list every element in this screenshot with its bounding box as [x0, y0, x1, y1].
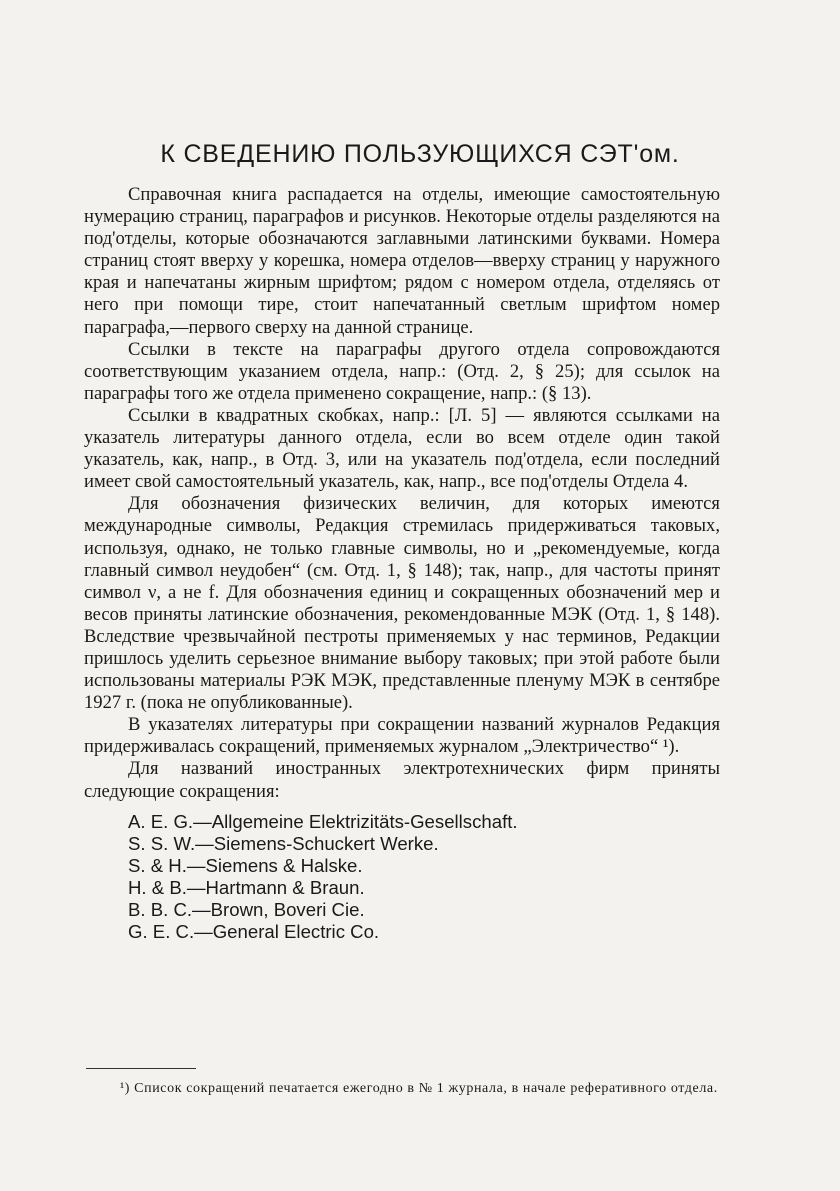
- list-item: B. B. C.—Brown, Boveri Cie.: [128, 899, 365, 920]
- list-item: S. S. W.—Siemens-Schuckert Werke.: [128, 832, 439, 854]
- paragraph-intro: Справочная книга распадается на отделы, имеющие самостоятельную нумерацию страниц, параграфов и рисунков. Некоторые отделы разделяются на под'отделы, которые обозначаются заглавными латинскими буквами. Номера страниц стоят вверху у корешка, номера отделов—вверху страниц у наружного края и напечатаны жирным шрифтом; рядом с номером отдела, отделяясь от него при помощи тире, стоит напечатанный светлым шрифтом номер параграфа,—первого сверху на данной странице.: [84, 184, 720, 338]
- paragraph-firms-intro: Для названий иностранных электротехнических фирм приняты следующие сокращения:: [84, 758, 720, 802]
- list-item: A. E. G.—Allgemeine Elektrizitäts-Gesellschaft.: [128, 810, 518, 832]
- list-item: S. & H.—Siemens & Halske.: [128, 854, 363, 876]
- footnote-divider: [86, 1068, 196, 1069]
- footnote: ¹) Список сокращений печатается ежегодно в № 1 журнала, в начале реферативного отдела.: [120, 1081, 718, 1096]
- paragraph-literature-refs: Ссылки в квадратных скобках, напр.: [Л. 5] — являются ссылками на указатель литературы данного отдела, если во всем отделе один такой указатель, как, напр., в Отд. 3, или на указатель под'отдела, если последний имеет свой самостоятельный указатель, как, напр., все под'отделы Отдела 4.: [84, 404, 720, 493]
- paragraph-symbols: Для обозначения физических величин, для которых имеются международные символы, Редакция стремилась придерживаться таковых, используя, однако, не только главные символы, но и „рекомендуемые, когда главный символ неудобен“ (см. Отд. 1, § 148); так, напр., для частоты принят символ ν, а не f. Для обозначения единиц и сокращенных обозначений мер и весов приняты латинские обозначения, рекомендованные МЭК (Отд. 1, § 148). Вследствие чрезвычайной пестроты применяемых у нас терминов, Редакции пришлось уделить серьезное внимание выбору таковых; при этой работе были использованы материалы РЭК МЭК, представленные пленуму МЭК в сентябре 1927 г. (пока не опубликованные).: [84, 493, 720, 714]
- paragraph-section-refs: Ссылки в тексте на параграфы другого отдела сопровождаются соответствующим указанием отдела, напр.: (Отд. 2, § 25); для ссылок на параграфы того же отдела применено сокращение, напр.: (§ 13).: [84, 338, 720, 404]
- page-title: К СВЕДЕНИЮ ПОЛЬЗУЮЩИХСЯ СЭТ'ом.: [160, 140, 680, 168]
- list-item: H. & B.—Hartmann & Braun.: [128, 876, 365, 898]
- paragraph-journal-abbrev: В указателях литературы при сокращении названий журналов Редакция придерживалась сокращений, применяемых журналом „Электричество“ ¹).: [84, 714, 720, 758]
- list-item: G. E. C.—General Electric Co.: [128, 921, 380, 943]
- firm-abbreviation-list: [84, 811, 720, 944]
- body-text: [84, 184, 720, 943]
